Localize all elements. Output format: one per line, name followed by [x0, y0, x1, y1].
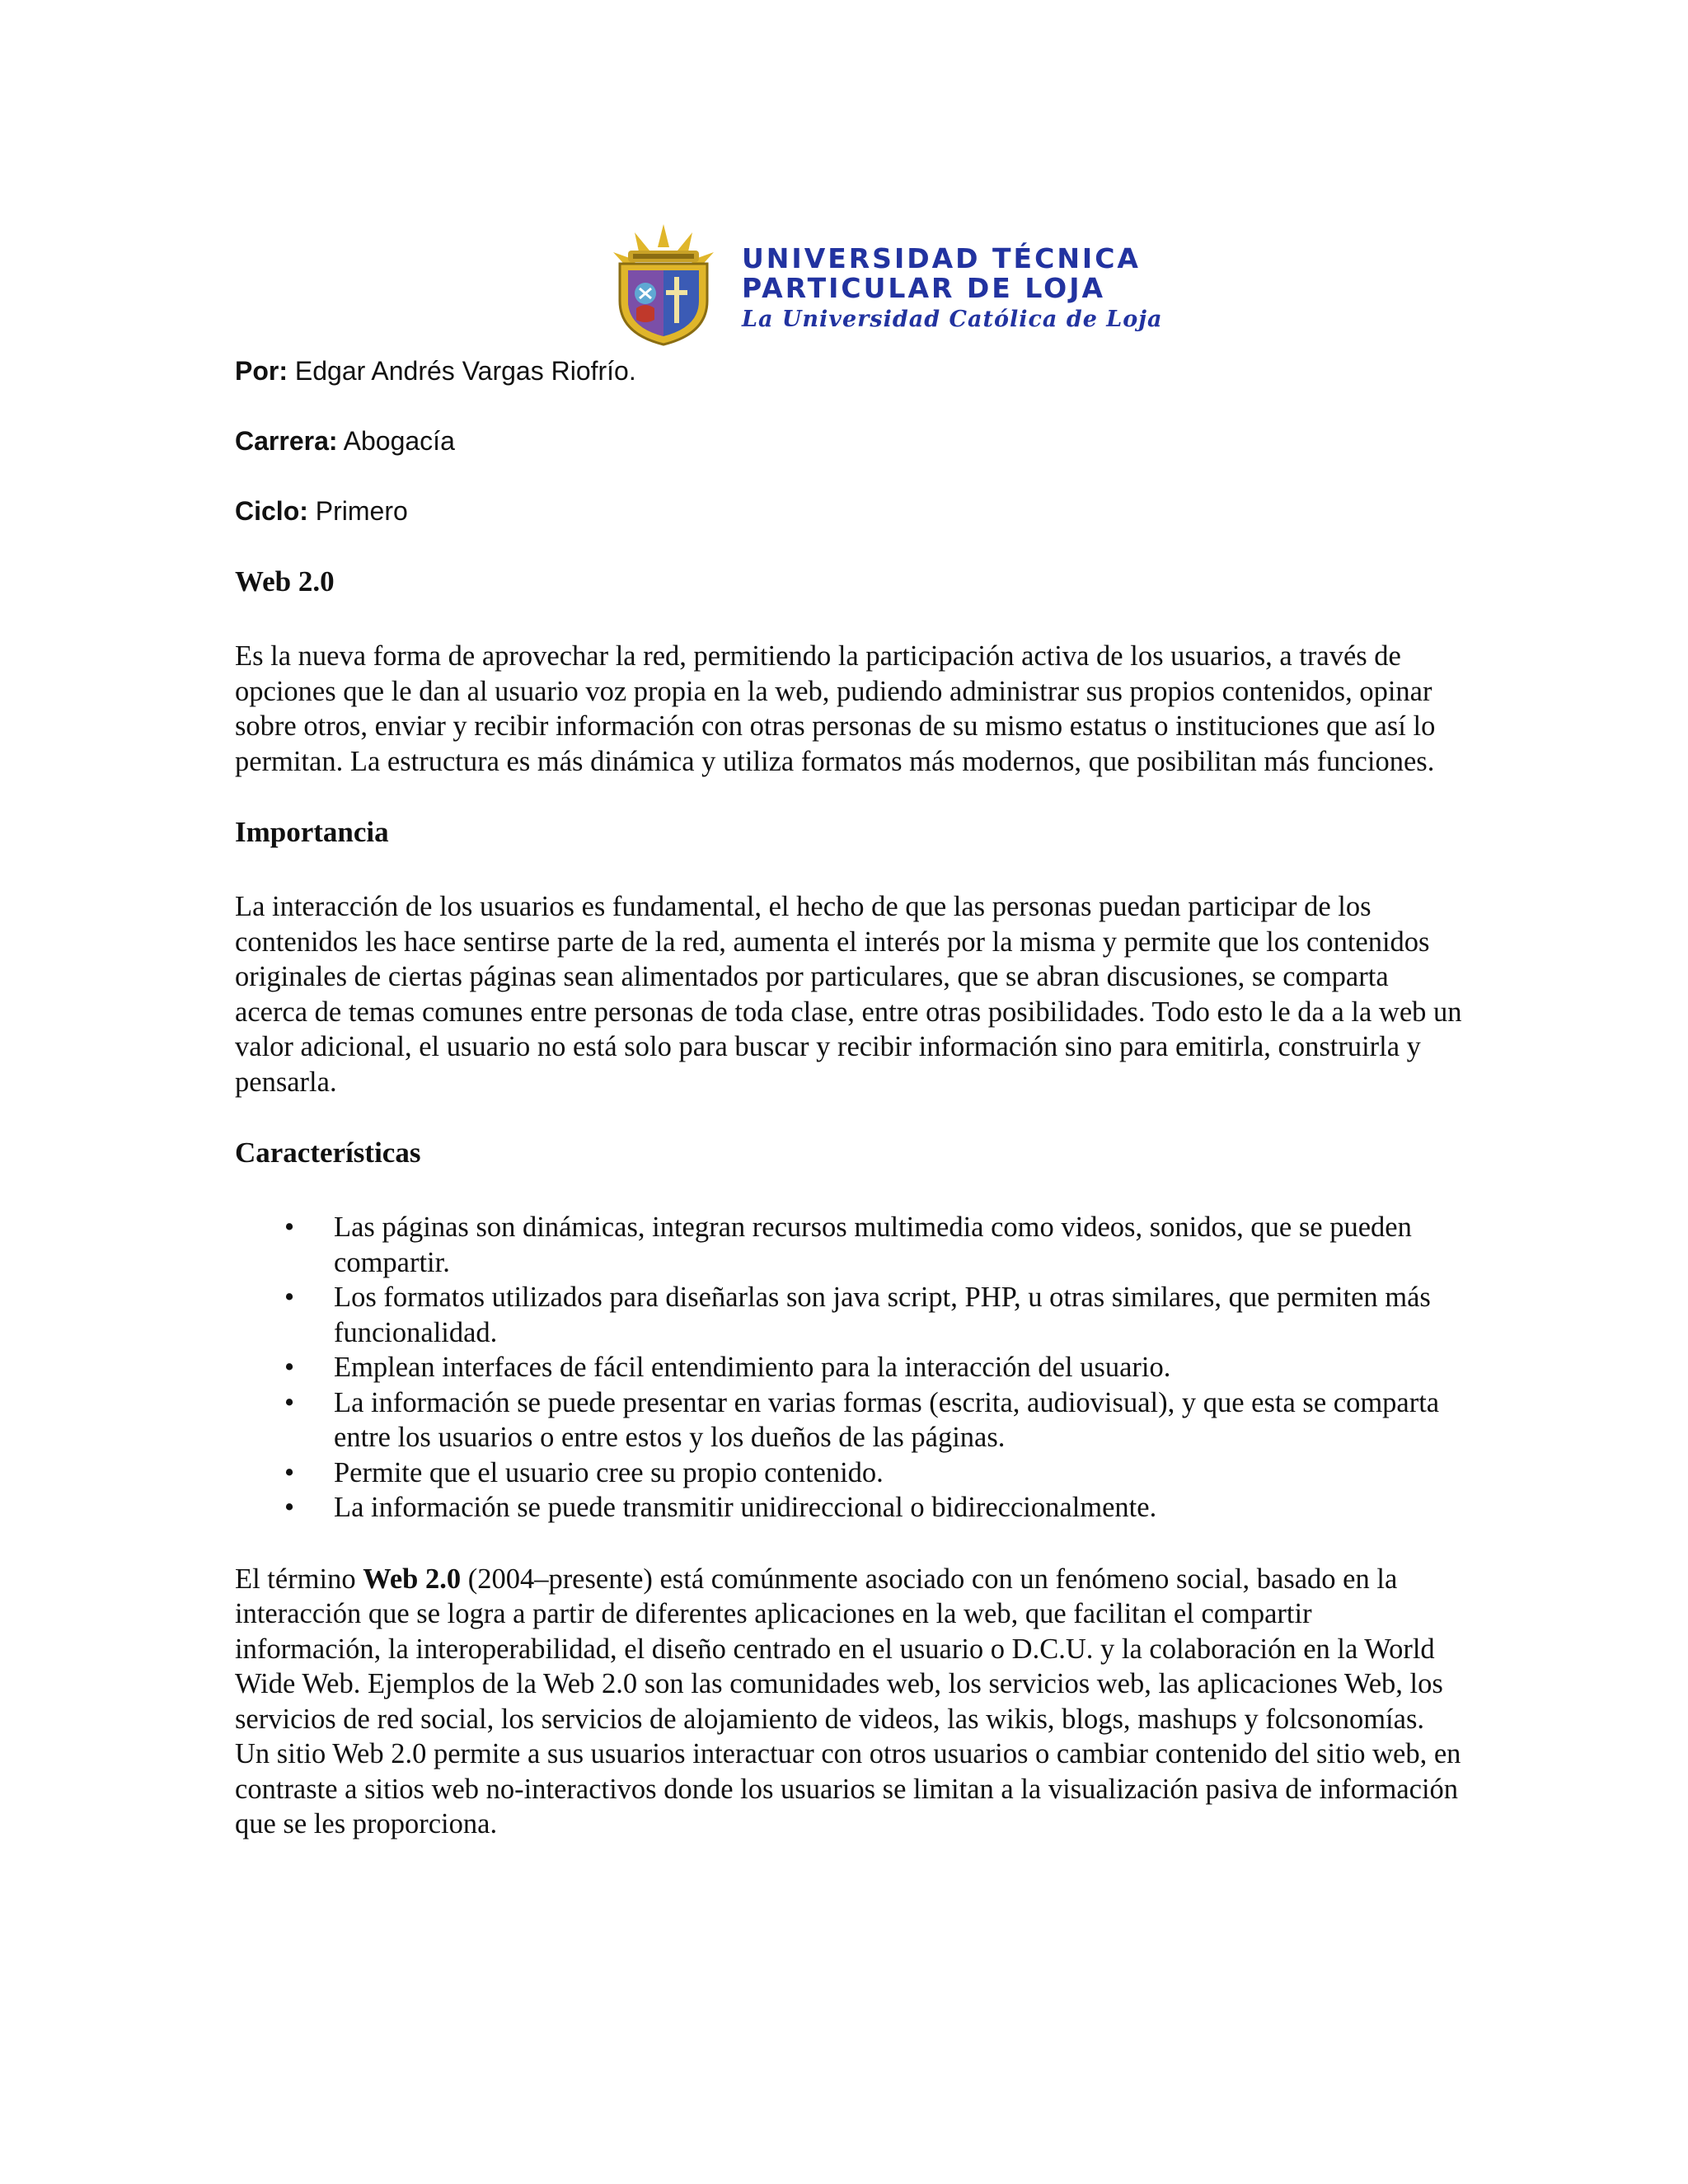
termino-bold-term: Web 2.0	[363, 1563, 462, 1595]
list-item-text: Las páginas son dinámicas, integran recursos multimedia como videos, sonidos, que se pueden compartir.	[334, 1212, 1412, 1278]
list-item-text: Emplean interfaces de fácil entendimiento para la interacción del usuario.	[334, 1352, 1171, 1383]
logo-title-line1: UNIVERSIDAD TÉCNICA	[742, 242, 1141, 274]
career-value: Abogacía	[343, 426, 455, 456]
bullet-icon: •	[284, 1386, 295, 1418]
logo-title-line2: PARTICULAR DE LOJA	[742, 272, 1106, 304]
heading-web20: Web 2.0	[235, 565, 335, 598]
career-line	[235, 424, 1463, 457]
list-item-text: Permite que el usuario cree su propio contenido.	[334, 1456, 884, 1488]
paragraph-termino	[235, 1562, 1463, 1842]
author-name: Edgar Andrés Vargas Riofrío.	[294, 356, 636, 386]
list-item	[235, 1350, 1463, 1385]
paragraph-web20: Es la nueva forma de aprovechar la red, permitiendo la participación activa de los usuarios, a través de opciones que le dan al usuario voz propia en la web, pudiendo administrar sus propios contenidos, opinar sobre otros, enviar y recibir información con otras personas de su mismo estatus o instituciones que así lo permitan. La estructura es más dinámica y utiliza formatos más modernos, que posibilitan más funciones.	[235, 640, 1436, 777]
bullet-icon: •	[284, 1212, 295, 1243]
caracteristicas-list	[235, 1210, 1463, 1526]
list-item-text: Los formatos utilizados para diseñarlas son java script, PHP, u otras similares, que permiten más funcionalidad.	[334, 1282, 1431, 1348]
bullet-icon: •	[284, 1492, 295, 1523]
list-item	[235, 1280, 1463, 1350]
bullet-icon: •	[284, 1282, 295, 1313]
list-item	[235, 1385, 1463, 1455]
bullet-icon: •	[284, 1352, 295, 1383]
cycle-line	[235, 494, 1463, 527]
list-item-text: La información se puede presentar en varias formas (escrita, audiovisual), y que esta se comparta entre los usuarios o entre estos y los dueños de las páginas.	[334, 1386, 1440, 1453]
document-body	[235, 354, 1463, 1878]
cycle-value: Primero	[315, 496, 408, 526]
list-item-text: La información se puede transmitir unidireccional o bidireccionalmente.	[334, 1492, 1157, 1523]
termino-intro: El término	[235, 1563, 363, 1595]
heading-caracteristicas: Características	[235, 1137, 421, 1169]
university-logo	[602, 223, 1261, 346]
cycle-label: Ciclo:	[235, 496, 308, 526]
list-item	[235, 1490, 1463, 1526]
author-label: Por:	[235, 356, 288, 386]
list-item	[235, 1455, 1463, 1491]
career-label: Carrera:	[235, 426, 338, 456]
heading-importancia: Importancia	[235, 816, 389, 848]
author-line	[235, 354, 1463, 387]
bullet-icon: •	[284, 1456, 295, 1488]
university-crest-icon	[602, 223, 725, 346]
paragraph-importancia: La interacción de los usuarios es fundamental, el hecho de que las personas puedan participar de los contenidos les hace sentirse parte de la red, aumenta el interés por la misma y permite que los contenidos originales de ciertas páginas sean alimentados por particulares, que se abran discusiones, se comparta acerca de temas comunes entre personas de toda clase, entre otras posibilidades. Todo esto le da a la web un valor adicional, el usuario no está solo para buscar y recibir información sino para emitirla, construirla y pensarla.	[235, 891, 1462, 1098]
termino-body: (2004–presente) está comúnmente asociado con un fenómeno social, basado en la interacción que se logra a partir de diferentes aplicaciones en la web, que facilitan el compartir información, la interoperabilidad, el diseño centrado en el usuario o D.C.U. y la colaboración en la World Wide Web. Ejemplos de la Web 2.0 son las comunidades web, los servicios web, las aplicaciones Web, los servicios de red social, los servicios de alojamiento de videos, las wikis, blogs, mashups y folcsonomías. Un sitio Web 2.0 permite a sus usuarios interactuar con otros usuarios o cambiar contenido del sitio web, en contraste a sitios web no-interactivos donde los usuarios se limitan a la visualización pasiva de información que se les proporciona.	[235, 1563, 1461, 1840]
logo-tagline: La Universidad Católica de Loja	[742, 307, 1163, 332]
list-item	[235, 1210, 1463, 1280]
